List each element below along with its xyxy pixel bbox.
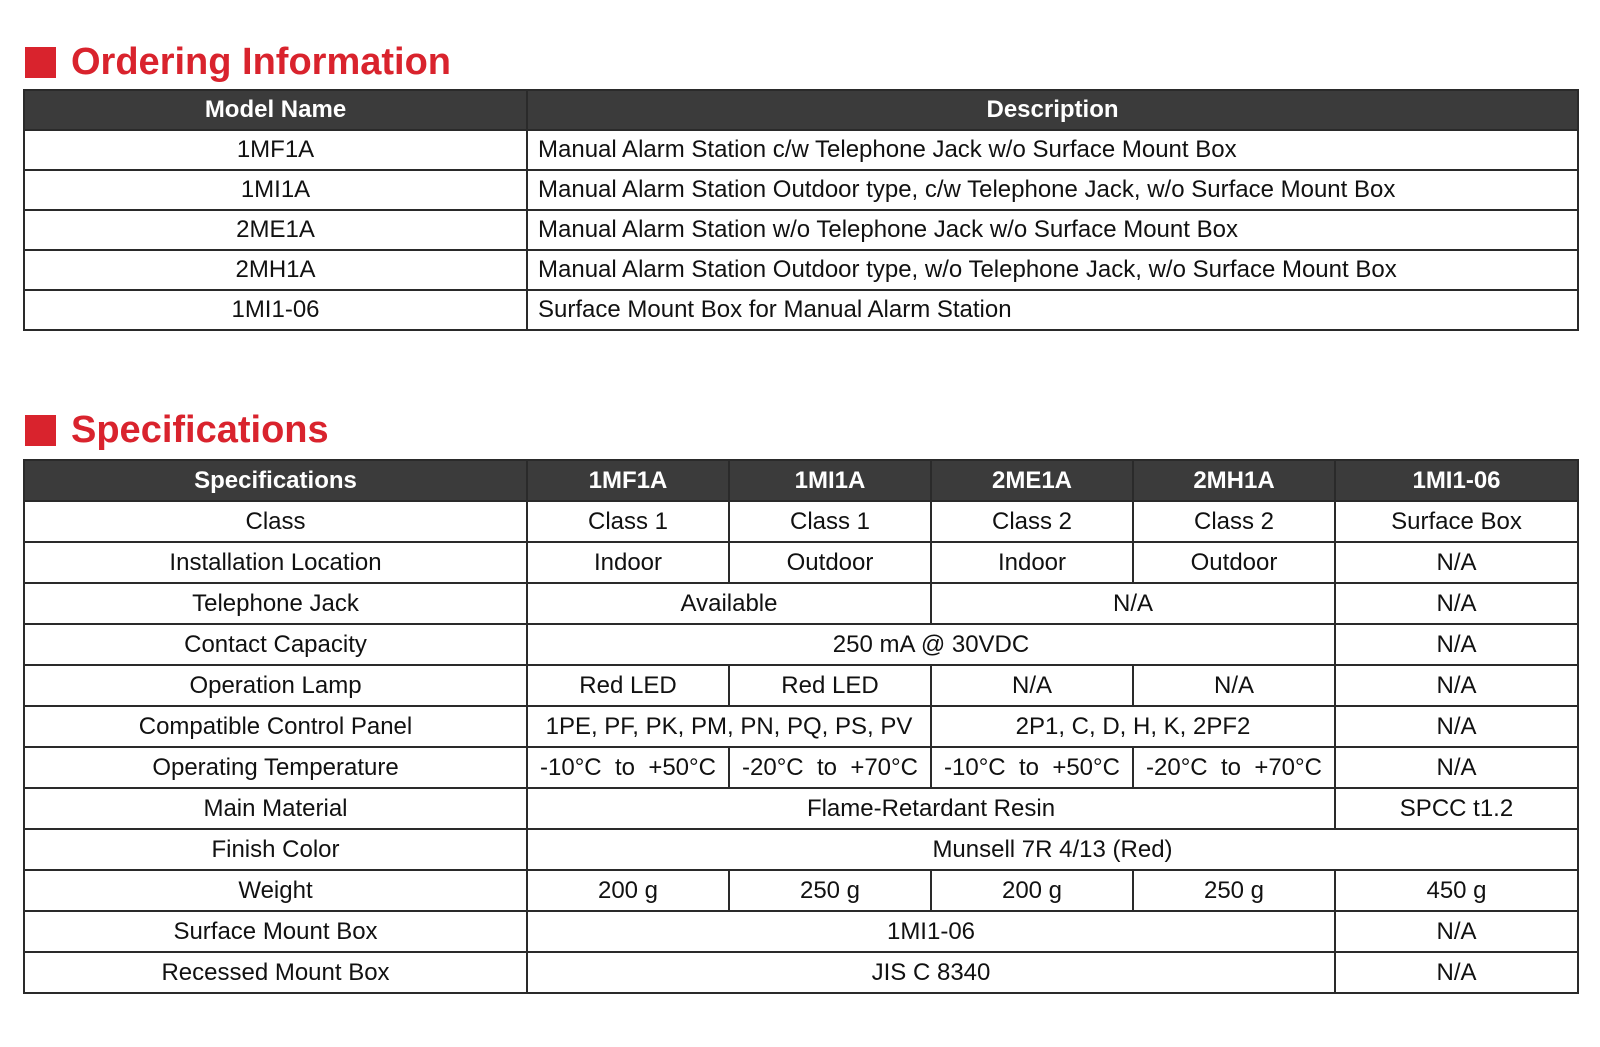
spec-label: Operation Lamp bbox=[24, 665, 527, 706]
spec-value: Outdoor bbox=[1133, 542, 1335, 583]
header-1mi1a: 1MI1A bbox=[729, 460, 931, 501]
spec-value: 250 g bbox=[1133, 870, 1335, 911]
spec-value: 250 mA @ 30VDC bbox=[527, 624, 1335, 665]
table-header-row bbox=[24, 90, 1578, 130]
table-header-row bbox=[24, 460, 1578, 501]
spec-value: N/A bbox=[1335, 747, 1578, 788]
ordering-table bbox=[23, 89, 1579, 331]
spec-row-weight bbox=[24, 870, 1578, 911]
spec-value: N/A bbox=[931, 665, 1133, 706]
header-1mf1a: 1MF1A bbox=[527, 460, 729, 501]
spec-value: N/A bbox=[931, 583, 1335, 624]
spec-label: Class bbox=[24, 501, 527, 542]
spec-row-contact bbox=[24, 624, 1578, 665]
spec-value: N/A bbox=[1335, 583, 1578, 624]
spec-value: -10°C to +50°C bbox=[931, 747, 1133, 788]
specs-table bbox=[23, 459, 1579, 994]
specs-section-title bbox=[25, 410, 329, 450]
header-specifications: Specifications bbox=[24, 460, 527, 501]
spec-value: Class 2 bbox=[931, 501, 1133, 542]
header-2mh1a: 2MH1A bbox=[1133, 460, 1335, 501]
spec-value: 1PE, PF, PK, PM, PN, PQ, PS, PV bbox=[527, 706, 931, 747]
spec-label: Compatible Control Panel bbox=[24, 706, 527, 747]
spec-row-class bbox=[24, 501, 1578, 542]
model-cell: 2MH1A bbox=[24, 250, 527, 290]
spec-value: 1MI1-06 bbox=[527, 911, 1335, 952]
spec-value: 200 g bbox=[527, 870, 729, 911]
spec-value: Available bbox=[527, 583, 931, 624]
spec-value: N/A bbox=[1335, 952, 1578, 993]
spec-value: 450 g bbox=[1335, 870, 1578, 911]
description-cell: Manual Alarm Station w/o Telephone Jack w/o Surface Mount Box bbox=[527, 210, 1578, 250]
spec-row-recessed-box bbox=[24, 952, 1578, 993]
header-2me1a: 2ME1A bbox=[931, 460, 1133, 501]
spec-label: Recessed Mount Box bbox=[24, 952, 527, 993]
spec-value: Red LED bbox=[729, 665, 931, 706]
specs-title: Specifications bbox=[71, 409, 329, 451]
spec-value: -10°C to +50°C bbox=[527, 747, 729, 788]
table-row bbox=[24, 290, 1578, 330]
spec-label: Surface Mount Box bbox=[24, 911, 527, 952]
spec-row-temperature bbox=[24, 747, 1578, 788]
spec-value: -20°C to +70°C bbox=[729, 747, 931, 788]
spec-value: Red LED bbox=[527, 665, 729, 706]
red-square-icon bbox=[25, 415, 56, 446]
spec-value: Indoor bbox=[931, 542, 1133, 583]
spec-value: Flame-Retardant Resin bbox=[527, 788, 1335, 829]
description-cell: Surface Mount Box for Manual Alarm Station bbox=[527, 290, 1578, 330]
table-row bbox=[24, 250, 1578, 290]
spec-row-telephone bbox=[24, 583, 1578, 624]
spec-value: N/A bbox=[1335, 665, 1578, 706]
spec-value: 2P1, C, D, H, K, 2PF2 bbox=[931, 706, 1335, 747]
spec-value: N/A bbox=[1335, 624, 1578, 665]
spec-value: 200 g bbox=[931, 870, 1133, 911]
spec-value: Indoor bbox=[527, 542, 729, 583]
model-cell: 1MI1A bbox=[24, 170, 527, 210]
model-cell: 1MI1-06 bbox=[24, 290, 527, 330]
table-row bbox=[24, 130, 1578, 170]
table-row bbox=[24, 210, 1578, 250]
ordering-title: Ordering Information bbox=[71, 41, 451, 83]
spec-row-surface-box bbox=[24, 911, 1578, 952]
spec-label: Weight bbox=[24, 870, 527, 911]
spec-value: Class 1 bbox=[527, 501, 729, 542]
spec-label: Finish Color bbox=[24, 829, 527, 870]
red-square-icon bbox=[25, 47, 56, 78]
spec-label: Installation Location bbox=[24, 542, 527, 583]
ordering-section-title bbox=[25, 42, 451, 82]
spec-row-installation bbox=[24, 542, 1578, 583]
spec-value: N/A bbox=[1335, 911, 1578, 952]
spec-label: Main Material bbox=[24, 788, 527, 829]
header-description: Description bbox=[527, 90, 1578, 130]
spec-value: N/A bbox=[1335, 542, 1578, 583]
description-cell: Manual Alarm Station c/w Telephone Jack w/o Surface Mount Box bbox=[527, 130, 1578, 170]
spec-label: Telephone Jack bbox=[24, 583, 527, 624]
spec-value: 250 g bbox=[729, 870, 931, 911]
header-1mi1-06: 1MI1-06 bbox=[1335, 460, 1578, 501]
model-cell: 1MF1A bbox=[24, 130, 527, 170]
spec-value: Class 1 bbox=[729, 501, 931, 542]
spec-value: Surface Box bbox=[1335, 501, 1578, 542]
spec-row-lamp bbox=[24, 665, 1578, 706]
spec-value: SPCC t1.2 bbox=[1335, 788, 1578, 829]
spec-value: N/A bbox=[1335, 706, 1578, 747]
spec-value: JIS C 8340 bbox=[527, 952, 1335, 993]
spec-value: N/A bbox=[1133, 665, 1335, 706]
spec-value: Munsell 7R 4/13 (Red) bbox=[527, 829, 1578, 870]
spec-label: Contact Capacity bbox=[24, 624, 527, 665]
description-cell: Manual Alarm Station Outdoor type, c/w Telephone Jack, w/o Surface Mount Box bbox=[527, 170, 1578, 210]
header-model-name: Model Name bbox=[24, 90, 527, 130]
spec-row-finish bbox=[24, 829, 1578, 870]
spec-row-panel bbox=[24, 706, 1578, 747]
spec-label: Operating Temperature bbox=[24, 747, 527, 788]
spec-value: -20°C to +70°C bbox=[1133, 747, 1335, 788]
table-row bbox=[24, 170, 1578, 210]
spec-value: Class 2 bbox=[1133, 501, 1335, 542]
spec-value: Outdoor bbox=[729, 542, 931, 583]
model-cell: 2ME1A bbox=[24, 210, 527, 250]
description-cell: Manual Alarm Station Outdoor type, w/o Telephone Jack, w/o Surface Mount Box bbox=[527, 250, 1578, 290]
spec-row-material bbox=[24, 788, 1578, 829]
